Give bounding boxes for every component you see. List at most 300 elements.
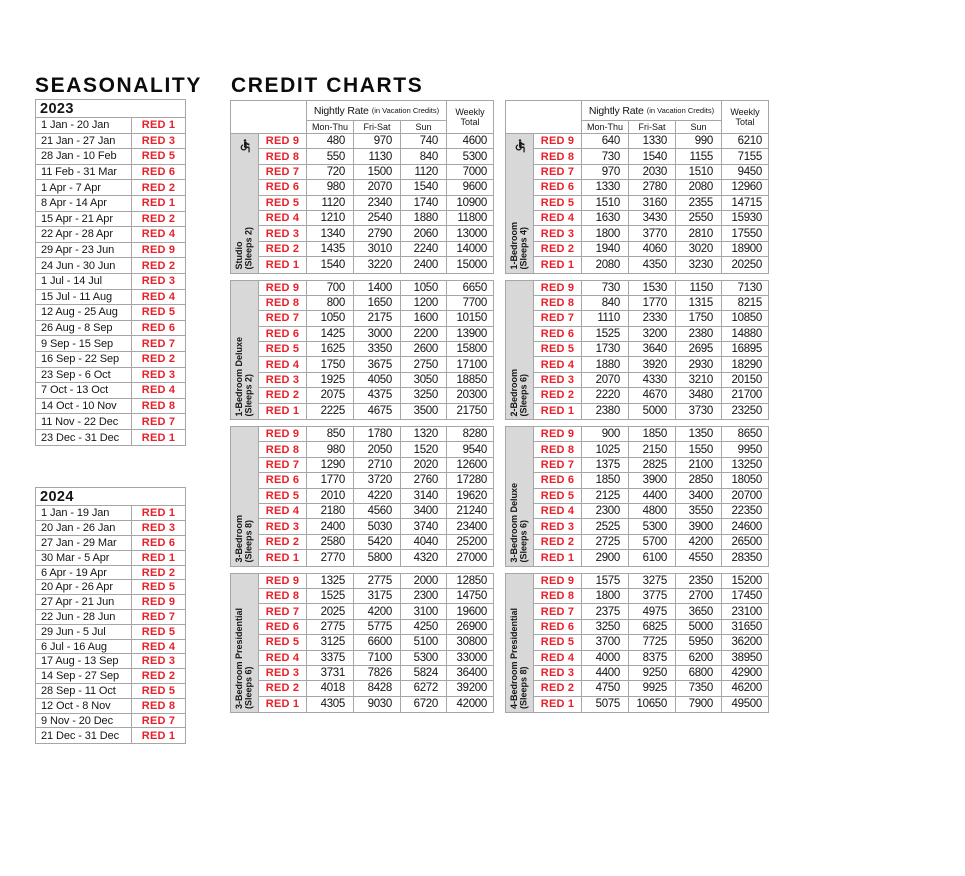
room-name: 2-Bedroom: [509, 368, 519, 417]
red-level-cell: RED 2: [534, 535, 582, 550]
red-level-cell: RED 8: [259, 149, 307, 164]
rate-cell: 1050: [307, 311, 354, 326]
date-range-cell: 30 Mar - 5 Apr: [36, 551, 132, 566]
rate-cell: 2075: [307, 388, 354, 403]
credit-chart-4-bedroom-presidential: [505, 573, 769, 714]
credit-chart-3-bedroom: [230, 426, 494, 567]
rate-cell: 480: [307, 134, 354, 149]
red-level-cell: RED 2: [132, 352, 185, 368]
rate-cell: 1210: [307, 211, 354, 226]
year-header: 2023: [36, 100, 185, 118]
rate-cell: 990: [676, 134, 722, 149]
weekly-total-cell: 23100: [722, 604, 768, 619]
weekly-total-cell: 19620: [447, 489, 493, 504]
red-level-cell: RED 1: [259, 697, 307, 712]
red-level-cell: RED 1: [132, 196, 185, 212]
rate-cell: 4400: [582, 666, 629, 681]
date-range-cell: 22 Apr - 28 Apr: [36, 227, 132, 243]
weekly-total-line2: Total: [460, 117, 480, 127]
red-level-cell: RED 6: [534, 473, 582, 488]
red-level-cell: RED 7: [534, 604, 582, 619]
red-level-cell: RED 5: [534, 635, 582, 650]
date-range-cell: 21 Jan - 27 Jan: [36, 134, 132, 150]
red-level-cell: RED 1: [132, 118, 185, 134]
red-level-cell: RED 6: [534, 620, 582, 635]
rate-cell: 800: [307, 296, 354, 311]
rate-cell: 730: [582, 281, 629, 296]
rate-cell: 5000: [676, 620, 722, 635]
red-level-cell: RED 7: [259, 311, 307, 326]
rate-cell: 4018: [307, 681, 354, 696]
rate-cell: 1880: [401, 211, 447, 226]
red-level-cell: RED 4: [132, 290, 185, 306]
weekly-total-cell: 9540: [447, 442, 493, 457]
rate-cell: 2080: [676, 180, 722, 195]
rate-cell: 1630: [582, 211, 629, 226]
weekly-total-cell: 18290: [722, 357, 768, 372]
date-range-cell: 1 Jan - 19 Jan: [36, 506, 132, 521]
rate-cell: 840: [582, 296, 629, 311]
weekly-total-cell: 7000: [447, 165, 493, 180]
day-header-sun: Sun: [401, 121, 447, 134]
rate-cell: 2695: [676, 342, 722, 357]
weekly-total-cell: 15000: [447, 257, 493, 272]
wheelchair-accessible-icon: [512, 138, 527, 153]
rate-cell: 7350: [676, 681, 722, 696]
date-range-cell: 7 Oct - 13 Oct: [36, 383, 132, 399]
rate-cell: 6800: [676, 666, 722, 681]
rate-cell: 3000: [354, 327, 401, 342]
weekly-total-line1: Weekly: [455, 107, 485, 117]
rate-cell: 9250: [629, 666, 676, 681]
rate-cell: 4000: [582, 651, 629, 666]
red-level-cell: RED 8: [132, 399, 185, 415]
weekly-total-cell: 39200: [447, 681, 493, 696]
nightly-rate-label: Nightly Rate: [588, 104, 644, 117]
room-label: [510, 369, 529, 417]
rate-cell: 1025: [582, 442, 629, 457]
rate-cell: 2240: [401, 242, 447, 257]
red-level-cell: RED 2: [132, 258, 185, 274]
rate-cell: 3350: [354, 342, 401, 357]
red-level-cell: RED 4: [259, 357, 307, 372]
rate-cell: 1150: [676, 281, 722, 296]
rate-cell: 1925: [307, 373, 354, 388]
rate-cell: 4305: [307, 697, 354, 712]
weekly-total-cell: 21240: [447, 504, 493, 519]
red-level-cell: RED 5: [132, 580, 185, 595]
rate-cell: 6720: [401, 697, 447, 712]
seasonality-table-2023: [35, 99, 186, 446]
nightly-rate-header: [582, 101, 722, 121]
red-level-cell: RED 4: [132, 227, 185, 243]
red-level-cell: RED 3: [132, 274, 185, 290]
weekly-total-cell: 42900: [722, 666, 768, 681]
rate-cell: 2030: [629, 165, 676, 180]
rate-cell: 1525: [582, 327, 629, 342]
rate-cell: 1540: [401, 180, 447, 195]
rate-cell: 2330: [629, 311, 676, 326]
weekly-total-cell: 8215: [722, 296, 768, 311]
rate-cell: 5030: [354, 519, 401, 534]
rate-cell: 1750: [307, 357, 354, 372]
weekly-total-cell: 14715: [722, 196, 768, 211]
rate-cell: 4250: [401, 620, 447, 635]
rate-cell: 2600: [401, 342, 447, 357]
rate-cell: 3675: [354, 357, 401, 372]
rate-cell: 6825: [629, 620, 676, 635]
red-level-cell: RED 9: [259, 574, 307, 589]
rate-cell: 2825: [629, 458, 676, 473]
red-level-cell: RED 6: [259, 327, 307, 342]
rate-cell: 3700: [582, 635, 629, 650]
weekly-total-cell: 18850: [447, 373, 493, 388]
rate-cell: 4400: [629, 489, 676, 504]
seasonality-table-2024: [35, 487, 186, 744]
rate-cell: 3100: [401, 604, 447, 619]
rate-cell: 740: [401, 134, 447, 149]
red-level-cell: RED 3: [259, 519, 307, 534]
rate-cell: 970: [582, 165, 629, 180]
weekly-total-cell: 13900: [447, 327, 493, 342]
red-level-cell: RED 4: [132, 383, 185, 399]
weekly-total-cell: 14000: [447, 242, 493, 257]
room-name: 4-Bedroom Presidential: [509, 608, 519, 710]
red-level-cell: RED 7: [132, 610, 185, 625]
weekly-total-cell: 13000: [447, 226, 493, 241]
rate-cell: 9030: [354, 697, 401, 712]
rate-cell: 3125: [307, 635, 354, 650]
red-level-cell: RED 6: [132, 321, 185, 337]
nightly-rate-label: Nightly Rate: [313, 104, 369, 117]
red-level-cell: RED 2: [132, 669, 185, 684]
date-range-cell: 20 Apr - 26 Apr: [36, 580, 132, 595]
weekly-total-header: [722, 101, 768, 134]
room-sleeps: (Sleeps 6): [518, 373, 529, 417]
room-label-strip: [231, 281, 259, 420]
rate-cell: 2020: [401, 458, 447, 473]
weekly-total-cell: 18900: [722, 242, 768, 257]
rate-cell: 3550: [676, 504, 722, 519]
red-level-cell: RED 5: [132, 305, 185, 321]
rate-cell: 2375: [582, 604, 629, 619]
rate-cell: 2125: [582, 489, 629, 504]
room-sleeps: (Sleeps 2): [243, 373, 254, 417]
red-level-cell: RED 4: [534, 357, 582, 372]
rate-cell: 1320: [401, 427, 447, 442]
red-level-cell: RED 5: [132, 625, 185, 640]
credit-chart-1-bedroom: [505, 100, 769, 274]
red-level-cell: RED 9: [259, 134, 307, 149]
rate-cell: 2725: [582, 535, 629, 550]
weekly-total-cell: 7700: [447, 296, 493, 311]
red-level-cell: RED 3: [259, 666, 307, 681]
rate-cell: 4670: [629, 388, 676, 403]
rate-cell: 2350: [676, 574, 722, 589]
red-level-cell: RED 7: [534, 458, 582, 473]
date-range-cell: 14 Oct - 10 Nov: [36, 399, 132, 415]
red-level-cell: RED 1: [132, 728, 185, 743]
room-label: [235, 227, 254, 270]
weekly-total-cell: 23250: [722, 404, 768, 419]
date-range-cell: 17 Aug - 13 Sep: [36, 654, 132, 669]
room-sleeps: (Sleeps 2): [243, 226, 254, 270]
rate-cell: 2220: [582, 388, 629, 403]
red-level-cell: RED 1: [259, 404, 307, 419]
weekly-total-cell: 36200: [722, 635, 768, 650]
date-range-cell: 28 Jan - 10 Feb: [36, 149, 132, 165]
rate-cell: 2775: [307, 620, 354, 635]
rate-cell: 700: [307, 281, 354, 296]
weekly-total-cell: 10850: [722, 311, 768, 326]
rate-cell: 720: [307, 165, 354, 180]
rate-cell: 3650: [676, 604, 722, 619]
rate-cell: 5700: [629, 535, 676, 550]
red-level-cell: RED 4: [259, 211, 307, 226]
date-range-cell: 12 Aug - 25 Aug: [36, 305, 132, 321]
rate-cell: 640: [582, 134, 629, 149]
red-level-cell: RED 5: [259, 489, 307, 504]
rate-cell: 1350: [676, 427, 722, 442]
red-level-cell: RED 6: [534, 327, 582, 342]
rate-cell: 4200: [354, 604, 401, 619]
rate-cell: 1780: [354, 427, 401, 442]
room-label: [235, 337, 254, 417]
room-label: [235, 515, 254, 563]
rate-cell: 1530: [629, 281, 676, 296]
weekly-total-line2: Total: [735, 117, 755, 127]
date-range-cell: 28 Sep - 11 Oct: [36, 684, 132, 699]
rate-cell: 1155: [676, 149, 722, 164]
charts-band-4: [230, 573, 769, 714]
red-level-cell: RED 5: [259, 196, 307, 211]
weekly-total-cell: 6650: [447, 281, 493, 296]
room-label: [510, 222, 529, 270]
red-level-cell: RED 7: [132, 714, 185, 729]
red-level-cell: RED 4: [534, 504, 582, 519]
red-level-cell: RED 3: [132, 368, 185, 384]
weekly-total-cell: 17450: [722, 589, 768, 604]
room-label-strip: [506, 281, 534, 420]
date-range-cell: 9 Nov - 20 Dec: [36, 714, 132, 729]
rate-cell: 4050: [354, 373, 401, 388]
header-empty-cell: [231, 101, 307, 134]
weekly-total-cell: 6210: [722, 134, 768, 149]
rate-cell: 550: [307, 149, 354, 164]
credit-chart-1-bedroom-deluxe: [230, 280, 494, 421]
rate-cell: 2700: [676, 589, 722, 604]
weekly-total-cell: 15200: [722, 574, 768, 589]
date-range-cell: 1 Apr - 7 Apr: [36, 180, 132, 196]
weekly-total-cell: 28350: [722, 550, 768, 565]
rate-cell: 2760: [401, 473, 447, 488]
rate-cell: 2175: [354, 311, 401, 326]
room-label: [510, 483, 529, 563]
room-name: 3-Bedroom: [234, 515, 244, 563]
weekly-total-cell: 13250: [722, 458, 768, 473]
room-sleeps: (Sleeps 8): [243, 520, 254, 563]
red-level-cell: RED 2: [534, 681, 582, 696]
room-label: [235, 608, 254, 709]
rate-cell: 1375: [582, 458, 629, 473]
weekly-total-cell: 18050: [722, 473, 768, 488]
date-range-cell: 29 Jun - 5 Jul: [36, 625, 132, 640]
weekly-total-cell: 26500: [722, 535, 768, 550]
rate-cell: 1600: [401, 311, 447, 326]
date-range-cell: 29 Apr - 23 Jun: [36, 243, 132, 259]
rate-cell: 3175: [354, 589, 401, 604]
red-level-cell: RED 1: [534, 550, 582, 565]
weekly-total-line1: Weekly: [730, 107, 760, 117]
rate-cell: 6100: [629, 550, 676, 565]
red-level-cell: RED 3: [534, 666, 582, 681]
rate-cell: 2750: [401, 357, 447, 372]
red-level-cell: RED 5: [132, 684, 185, 699]
weekly-total-cell: 10900: [447, 196, 493, 211]
rate-cell: 3730: [676, 404, 722, 419]
weekly-total-cell: 8650: [722, 427, 768, 442]
room-name: 1-Bedroom: [509, 222, 519, 270]
rate-cell: 3770: [629, 226, 676, 241]
rate-cell: 2000: [401, 574, 447, 589]
red-level-cell: RED 7: [259, 458, 307, 473]
red-level-cell: RED 3: [534, 519, 582, 534]
room-name: 3-Bedroom Presidential: [234, 608, 244, 710]
rate-cell: 2810: [676, 226, 722, 241]
rate-cell: 5300: [401, 651, 447, 666]
red-level-cell: RED 6: [259, 620, 307, 635]
rate-cell: 2100: [676, 458, 722, 473]
red-level-cell: RED 7: [132, 336, 185, 352]
weekly-total-header: [447, 101, 493, 134]
rate-cell: 1120: [307, 196, 354, 211]
red-level-cell: RED 1: [534, 404, 582, 419]
rate-cell: 7826: [354, 666, 401, 681]
rate-cell: 3731: [307, 666, 354, 681]
credit-charts-title: CREDIT CHARTS: [231, 74, 424, 98]
rate-cell: 7725: [629, 635, 676, 650]
weekly-total-cell: 12850: [447, 574, 493, 589]
rate-cell: 1400: [354, 281, 401, 296]
rate-cell: 1800: [582, 226, 629, 241]
weekly-total-cell: 20300: [447, 388, 493, 403]
red-level-cell: RED 5: [534, 342, 582, 357]
room-label-strip: [506, 134, 534, 273]
red-level-cell: RED 1: [132, 551, 185, 566]
date-range-cell: 6 Apr - 19 Apr: [36, 566, 132, 581]
weekly-total-cell: 17550: [722, 226, 768, 241]
weekly-total-cell: 7155: [722, 149, 768, 164]
rate-cell: 4220: [354, 489, 401, 504]
rate-cell: 3720: [354, 473, 401, 488]
rate-cell: 2025: [307, 604, 354, 619]
rate-cell: 2780: [629, 180, 676, 195]
rate-cell: 970: [354, 134, 401, 149]
rate-cell: 4060: [629, 242, 676, 257]
weekly-total-cell: 8280: [447, 427, 493, 442]
red-level-cell: RED 8: [534, 589, 582, 604]
red-level-cell: RED 1: [534, 697, 582, 712]
rate-cell: 2550: [676, 211, 722, 226]
red-level-cell: RED 3: [132, 521, 185, 536]
red-level-cell: RED 9: [534, 427, 582, 442]
weekly-total-cell: 42000: [447, 697, 493, 712]
weekly-total-cell: 23400: [447, 519, 493, 534]
red-level-cell: RED 3: [259, 226, 307, 241]
rate-cell: 4560: [354, 504, 401, 519]
red-level-cell: RED 6: [259, 473, 307, 488]
rate-cell: 9925: [629, 681, 676, 696]
rate-cell: 7100: [354, 651, 401, 666]
rate-cell: 2380: [582, 404, 629, 419]
rate-cell: 1880: [582, 357, 629, 372]
red-level-cell: RED 3: [132, 134, 185, 150]
weekly-total-cell: 14750: [447, 589, 493, 604]
rate-cell: 4375: [354, 388, 401, 403]
rate-cell: 3010: [354, 242, 401, 257]
rate-cell: 3200: [629, 327, 676, 342]
weekly-total-cell: 20700: [722, 489, 768, 504]
red-level-cell: RED 2: [259, 388, 307, 403]
rate-cell: 3740: [401, 519, 447, 534]
rate-cell: 1340: [307, 226, 354, 241]
header-empty-cell: [506, 101, 582, 134]
red-level-cell: RED 7: [132, 414, 185, 430]
weekly-total-cell: 20150: [722, 373, 768, 388]
weekly-total-cell: 16895: [722, 342, 768, 357]
day-header-mon-thu: Mon-Thu: [582, 121, 629, 134]
charts-band-1: [230, 100, 769, 274]
rate-cell: 1750: [676, 311, 722, 326]
rate-cell: 4975: [629, 604, 676, 619]
rate-cell: 3020: [676, 242, 722, 257]
red-level-cell: RED 9: [132, 595, 185, 610]
charts-band-2: [230, 280, 769, 421]
rate-cell: 2710: [354, 458, 401, 473]
date-range-cell: 16 Sep - 22 Sep: [36, 352, 132, 368]
rate-cell: 1540: [629, 149, 676, 164]
red-level-cell: RED 7: [534, 165, 582, 180]
rate-cell: 3375: [307, 651, 354, 666]
room-label-strip: [506, 574, 534, 713]
rate-cell: 1110: [582, 311, 629, 326]
date-range-cell: 27 Apr - 21 Jun: [36, 595, 132, 610]
rate-cell: 2080: [582, 257, 629, 272]
date-range-cell: 8 Apr - 14 Apr: [36, 196, 132, 212]
rate-cell: 3140: [401, 489, 447, 504]
rate-cell: 2300: [582, 504, 629, 519]
rate-cell: 2355: [676, 196, 722, 211]
date-range-cell: 23 Dec - 31 Dec: [36, 430, 132, 446]
rate-cell: 2050: [354, 442, 401, 457]
red-level-cell: RED 9: [132, 243, 185, 259]
day-header-fri-sat: Fri-Sat: [629, 121, 676, 134]
rate-cell: 3210: [676, 373, 722, 388]
red-level-cell: RED 8: [259, 442, 307, 457]
weekly-total-cell: 9600: [447, 180, 493, 195]
weekly-total-cell: 12600: [447, 458, 493, 473]
rate-cell: 3275: [629, 574, 676, 589]
weekly-total-cell: 31650: [722, 620, 768, 635]
credit-charts-grid: [230, 100, 769, 719]
rate-cell: 4550: [676, 550, 722, 565]
wheelchair-accessible-icon: [237, 138, 252, 153]
charts-band-3: [230, 426, 769, 567]
rate-cell: 1800: [582, 589, 629, 604]
rate-cell: 1540: [307, 257, 354, 272]
rate-cell: 2150: [629, 442, 676, 457]
red-level-cell: RED 1: [132, 506, 185, 521]
